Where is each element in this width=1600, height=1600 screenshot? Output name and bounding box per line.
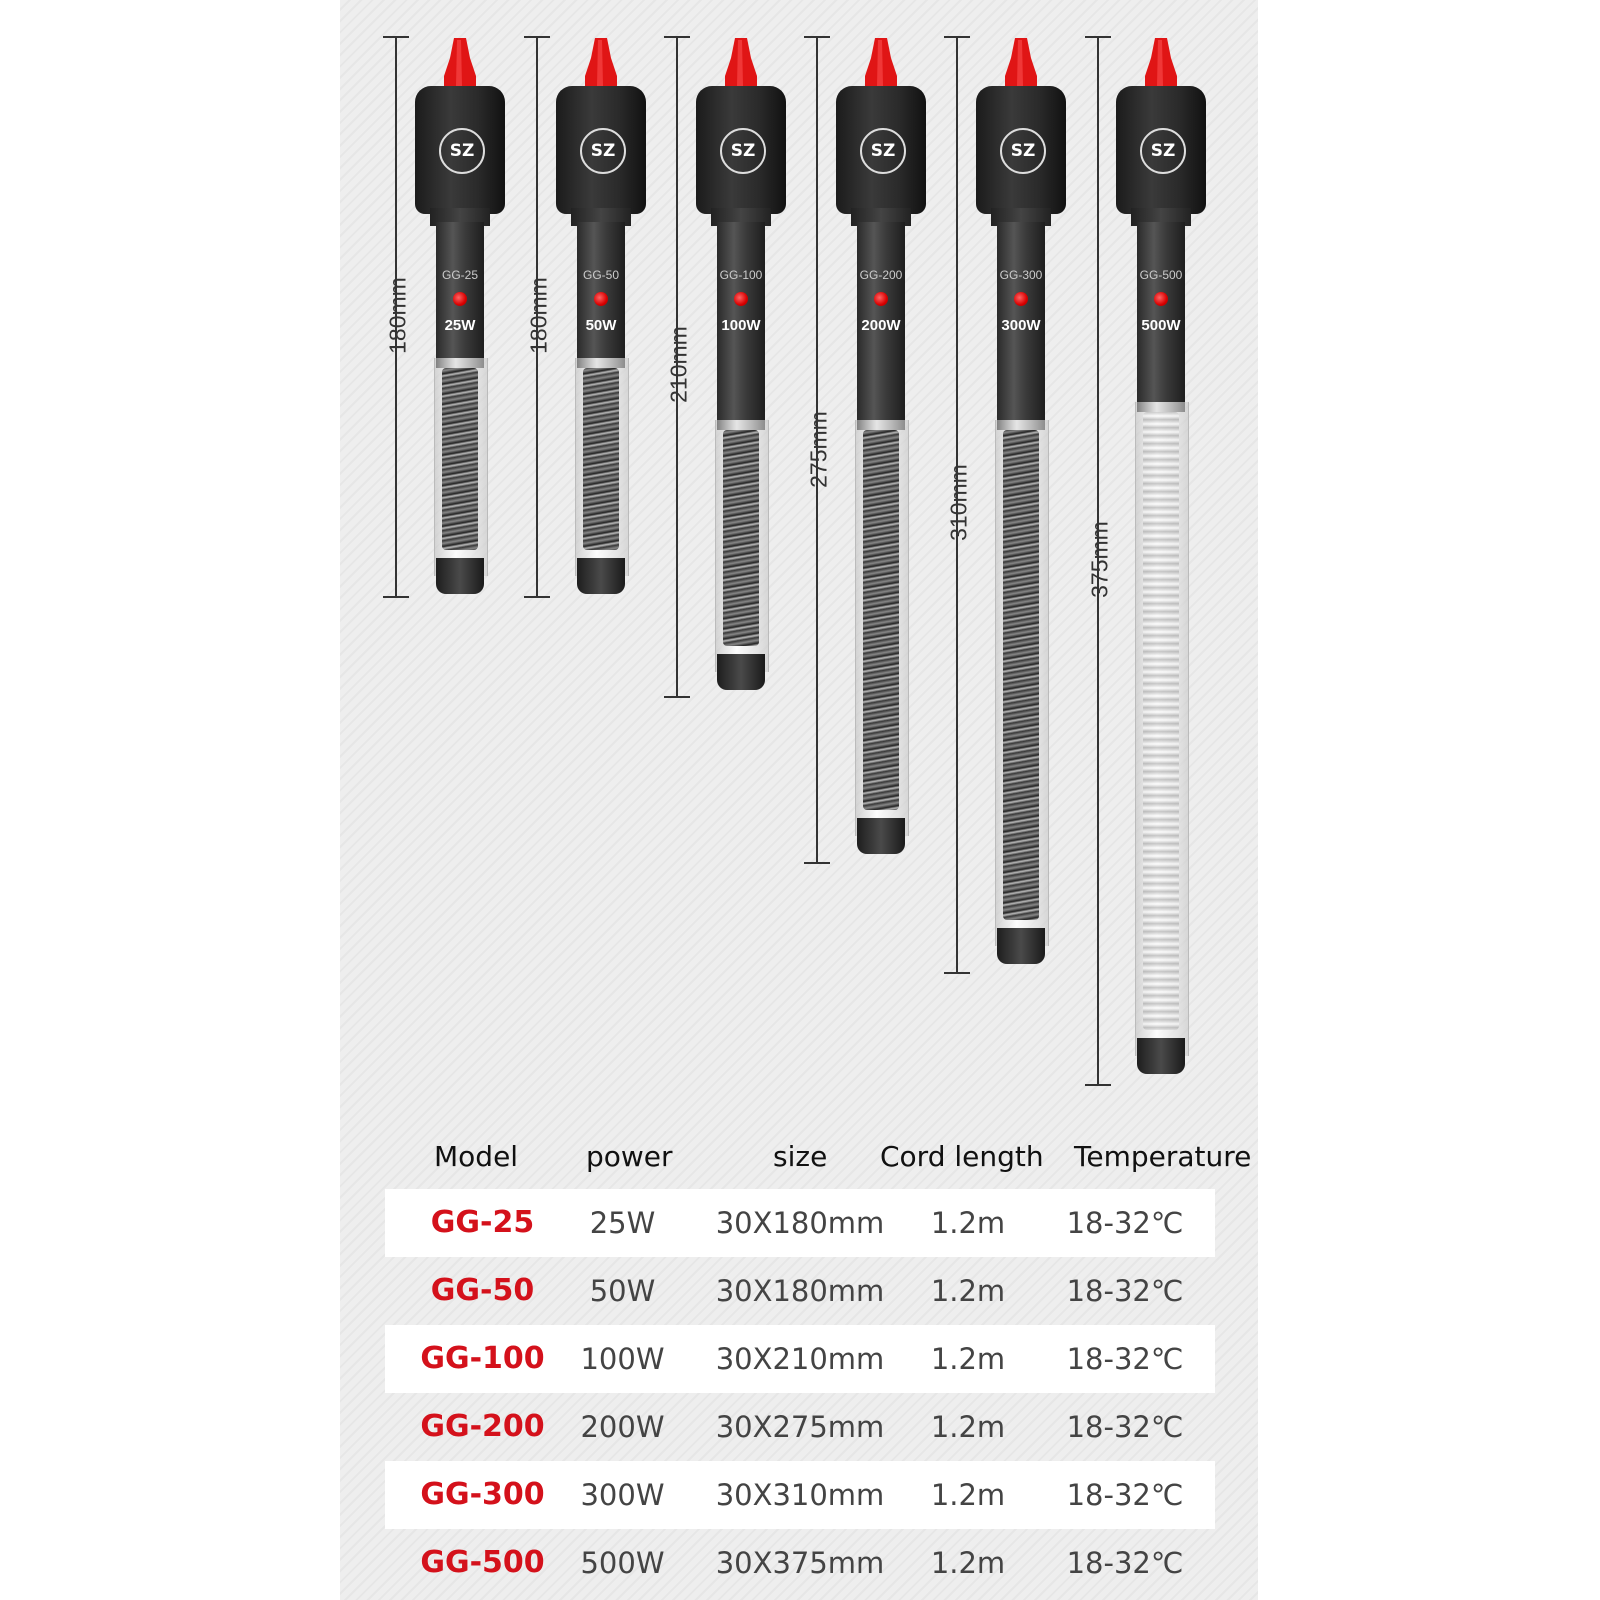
heating-coil: [583, 368, 619, 550]
heater-head: [556, 86, 646, 214]
heating-coil: [723, 430, 759, 646]
heater-end-cap: [436, 558, 484, 594]
heater-watt-label: 25W: [444, 317, 476, 334]
cell-power: 100W: [580, 1342, 665, 1376]
brand-logo: SZ: [860, 128, 906, 174]
dimension-cap-top: [804, 36, 830, 38]
heating-coil: [863, 430, 899, 810]
heater-model-label: GG-300: [999, 268, 1043, 282]
indicator-led: [594, 292, 608, 306]
heater-end-cap: [577, 558, 625, 594]
dimension-label: 180mm: [384, 277, 411, 354]
table-row: [385, 1325, 1215, 1393]
heater-head: [1116, 86, 1206, 214]
heater-model-label: GG-25: [441, 268, 478, 282]
table-row: [385, 1529, 1215, 1597]
heater-gg-500: [1113, 36, 1209, 1076]
dimension-cap-bottom: [1085, 1084, 1111, 1086]
header-model: Model: [434, 1140, 519, 1173]
heater-watt-label: 50W: [585, 317, 617, 334]
cell-power: 25W: [589, 1206, 656, 1240]
table-row: [385, 1257, 1215, 1325]
table-row: [385, 1461, 1215, 1529]
dimension-cap-top: [664, 36, 690, 38]
cell-cord: 1.2m: [930, 1274, 1006, 1308]
heater-gg-100: [693, 36, 789, 692]
temperature-knob-icon[interactable]: [861, 36, 901, 92]
dimension-cap-top: [944, 36, 970, 38]
indicator-led: [734, 292, 748, 306]
heater-model-label: GG-50: [582, 268, 619, 282]
header-power: power: [586, 1140, 673, 1173]
dimension-cap-bottom: [383, 596, 409, 598]
cell-model: GG-100: [420, 1341, 545, 1376]
heater-gg-300: [973, 36, 1069, 966]
heating-coil: [1003, 430, 1039, 920]
cell-size: 30X310mm: [715, 1478, 885, 1512]
cell-size: 30X375mm: [715, 1546, 885, 1580]
heater-end-cap: [717, 654, 765, 690]
brand-logo: SZ: [720, 128, 766, 174]
brand-logo: SZ: [1140, 128, 1186, 174]
dimension-cap-top: [524, 36, 550, 38]
cell-power: 50W: [589, 1274, 656, 1308]
dimension-cap-bottom: [664, 696, 690, 698]
heater-head: [415, 86, 505, 214]
cell-cord: 1.2m: [930, 1546, 1006, 1580]
cell-model: GG-200: [420, 1409, 545, 1444]
cell-power: 500W: [580, 1546, 665, 1580]
heater-watt-label: 500W: [1141, 317, 1181, 334]
temperature-knob-icon[interactable]: [581, 36, 621, 92]
heating-coil: [1143, 412, 1179, 1030]
heater-watt-label: 200W: [861, 317, 901, 334]
heater-model-label: GG-500: [1139, 268, 1183, 282]
temperature-knob-icon[interactable]: [440, 36, 480, 92]
brand-logo: SZ: [1000, 128, 1046, 174]
heater-model-label: GG-100: [719, 268, 763, 282]
cell-model: GG-25: [430, 1205, 535, 1240]
dimension-label: 210mm: [665, 326, 692, 403]
cell-temp: 18-32℃: [1066, 1410, 1184, 1444]
cell-temp: 18-32℃: [1066, 1342, 1184, 1376]
header-size: size: [773, 1140, 828, 1173]
cell-power: 200W: [580, 1410, 665, 1444]
heater-head: [696, 86, 786, 214]
table-row: [385, 1393, 1215, 1461]
temperature-knob-icon[interactable]: [1001, 36, 1041, 92]
cell-model: GG-50: [430, 1273, 535, 1308]
cell-model: GG-300: [420, 1477, 545, 1512]
dimension-cap-top: [1085, 36, 1111, 38]
cell-cord: 1.2m: [930, 1206, 1006, 1240]
cell-temp: 18-32℃: [1066, 1274, 1184, 1308]
cell-size: 30X180mm: [715, 1206, 885, 1240]
temperature-knob-icon[interactable]: [1141, 36, 1181, 92]
cell-power: 300W: [580, 1478, 665, 1512]
dimension-label: 310mm: [945, 464, 972, 541]
cell-cord: 1.2m: [930, 1478, 1006, 1512]
dimension-cap-bottom: [944, 972, 970, 974]
header-cord-length: Cord length: [880, 1140, 1044, 1173]
heater-model-label: GG-200: [859, 268, 903, 282]
table-row: [385, 1189, 1215, 1257]
heater-watt-label: 100W: [721, 317, 761, 334]
cell-temp: 18-32℃: [1066, 1206, 1184, 1240]
temperature-knob-icon[interactable]: [721, 36, 761, 92]
heater-gg-200: [833, 36, 929, 856]
dimension-cap-bottom: [524, 596, 550, 598]
indicator-led: [1014, 292, 1028, 306]
cell-model: GG-500: [420, 1545, 545, 1580]
header-temperature: Temperature: [1074, 1140, 1252, 1173]
cell-size: 30X180mm: [715, 1274, 885, 1308]
cell-temp: 18-32℃: [1066, 1546, 1184, 1580]
heater-head: [976, 86, 1066, 214]
heater-head: [836, 86, 926, 214]
indicator-led: [453, 292, 467, 306]
cell-size: 30X275mm: [715, 1410, 885, 1444]
cell-temp: 18-32℃: [1066, 1478, 1184, 1512]
heating-coil: [442, 368, 478, 550]
cell-size: 30X210mm: [715, 1342, 885, 1376]
heater-gg-25: [412, 36, 508, 596]
brand-logo: SZ: [580, 128, 626, 174]
dimension-cap-top: [383, 36, 409, 38]
indicator-led: [874, 292, 888, 306]
dimension-label: 275mm: [805, 411, 832, 488]
heater-end-cap: [857, 818, 905, 854]
dimension-cap-bottom: [804, 862, 830, 864]
cell-cord: 1.2m: [930, 1410, 1006, 1444]
dimension-label: 180mm: [525, 277, 552, 354]
heater-end-cap: [1137, 1038, 1185, 1074]
heater-watt-label: 300W: [1001, 317, 1041, 334]
heater-end-cap: [997, 928, 1045, 964]
cell-cord: 1.2m: [930, 1342, 1006, 1376]
indicator-led: [1154, 292, 1168, 306]
dimension-label: 375mm: [1086, 521, 1113, 598]
brand-logo: SZ: [439, 128, 485, 174]
heater-gg-50: [553, 36, 649, 596]
